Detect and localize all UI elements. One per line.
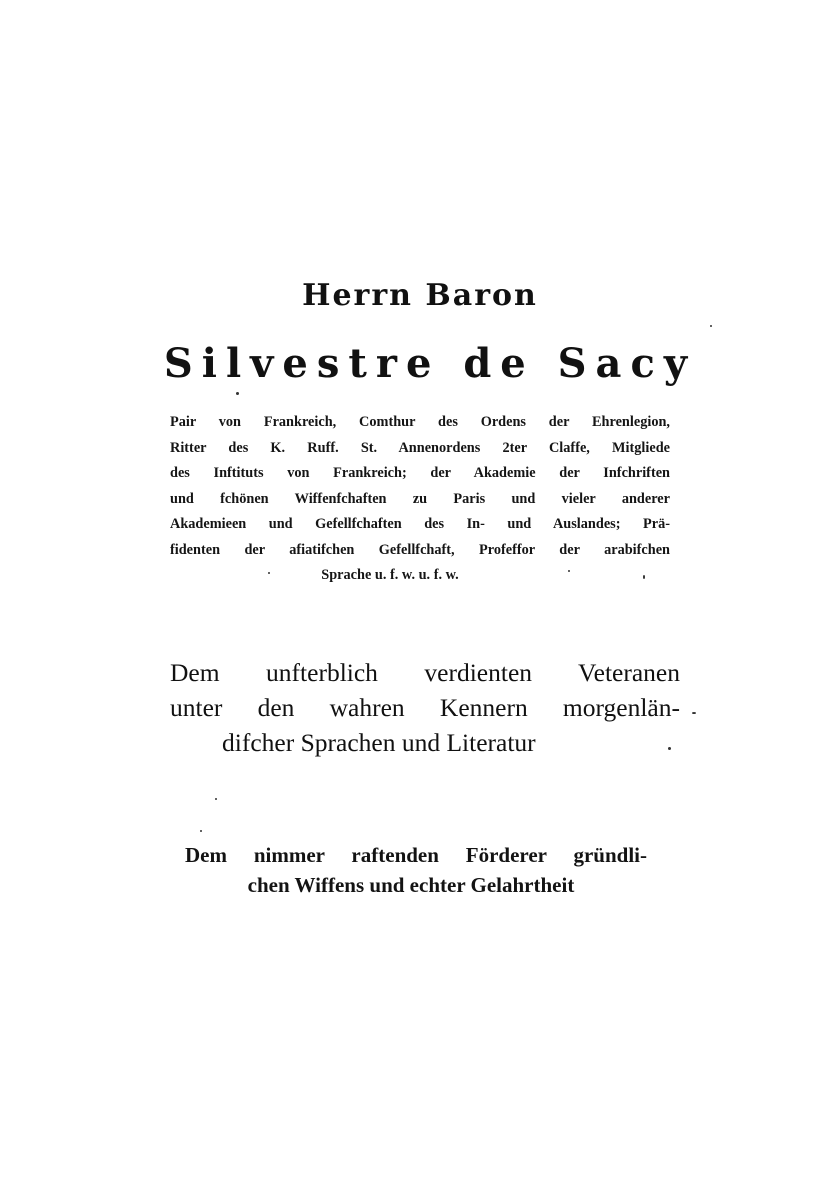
dedication-paragraph-2 — [185, 840, 647, 900]
dedication-line: Dem unfterblich verdienten Veteranen — [170, 658, 680, 687]
honors-paragraph — [170, 410, 670, 589]
scan-speck — [710, 325, 712, 327]
scan-speck — [692, 712, 696, 714]
scan-speck — [668, 747, 671, 750]
honors-line: Pair von Frankreich, Comthur des Ordens der Ehrenlegion, — [170, 414, 670, 430]
dedication-line: Dem nimmer raftenden Förderer gründli- — [185, 843, 647, 867]
scan-speck — [215, 798, 217, 800]
dedication-paragraph-1 — [170, 655, 680, 760]
honors-line: fidenten der afiatifchen Gefellfchaft, Profeffor der arabifchen — [170, 541, 670, 558]
honors-line: Akademieen und Gefellfchaften des In- und Auslandes; Prä- — [170, 516, 670, 532]
scan-speck — [236, 392, 239, 395]
honors-line: und fchönen Wiffenfchaften zu Paris und vieler anderer — [170, 490, 670, 507]
dedication-line: chen Wiffens und echter Gelahrtheit — [247, 873, 575, 897]
scan-speck — [268, 572, 270, 574]
scan-speck — [200, 830, 202, 832]
honors-line: Sprache u. f. w. u. f. w. — [321, 567, 459, 583]
honors-line: Ritter des K. Ruff. St. Annenordens 2ter Claffe, Mitgliede — [170, 439, 670, 456]
page-title: Herrn Baron — [302, 278, 538, 313]
scan-speck — [568, 570, 570, 572]
honors-line: des Inftituts von Frankreich; der Akademie der Infchriften — [170, 465, 670, 481]
honoree-name: Silvestre de Sacy — [163, 340, 697, 387]
scan-speck — [643, 575, 645, 579]
dedication-line: difcher Sprachen und Literatur — [222, 728, 536, 757]
dedication-line: unter den wahren Kennern morgenlän- — [170, 693, 680, 722]
